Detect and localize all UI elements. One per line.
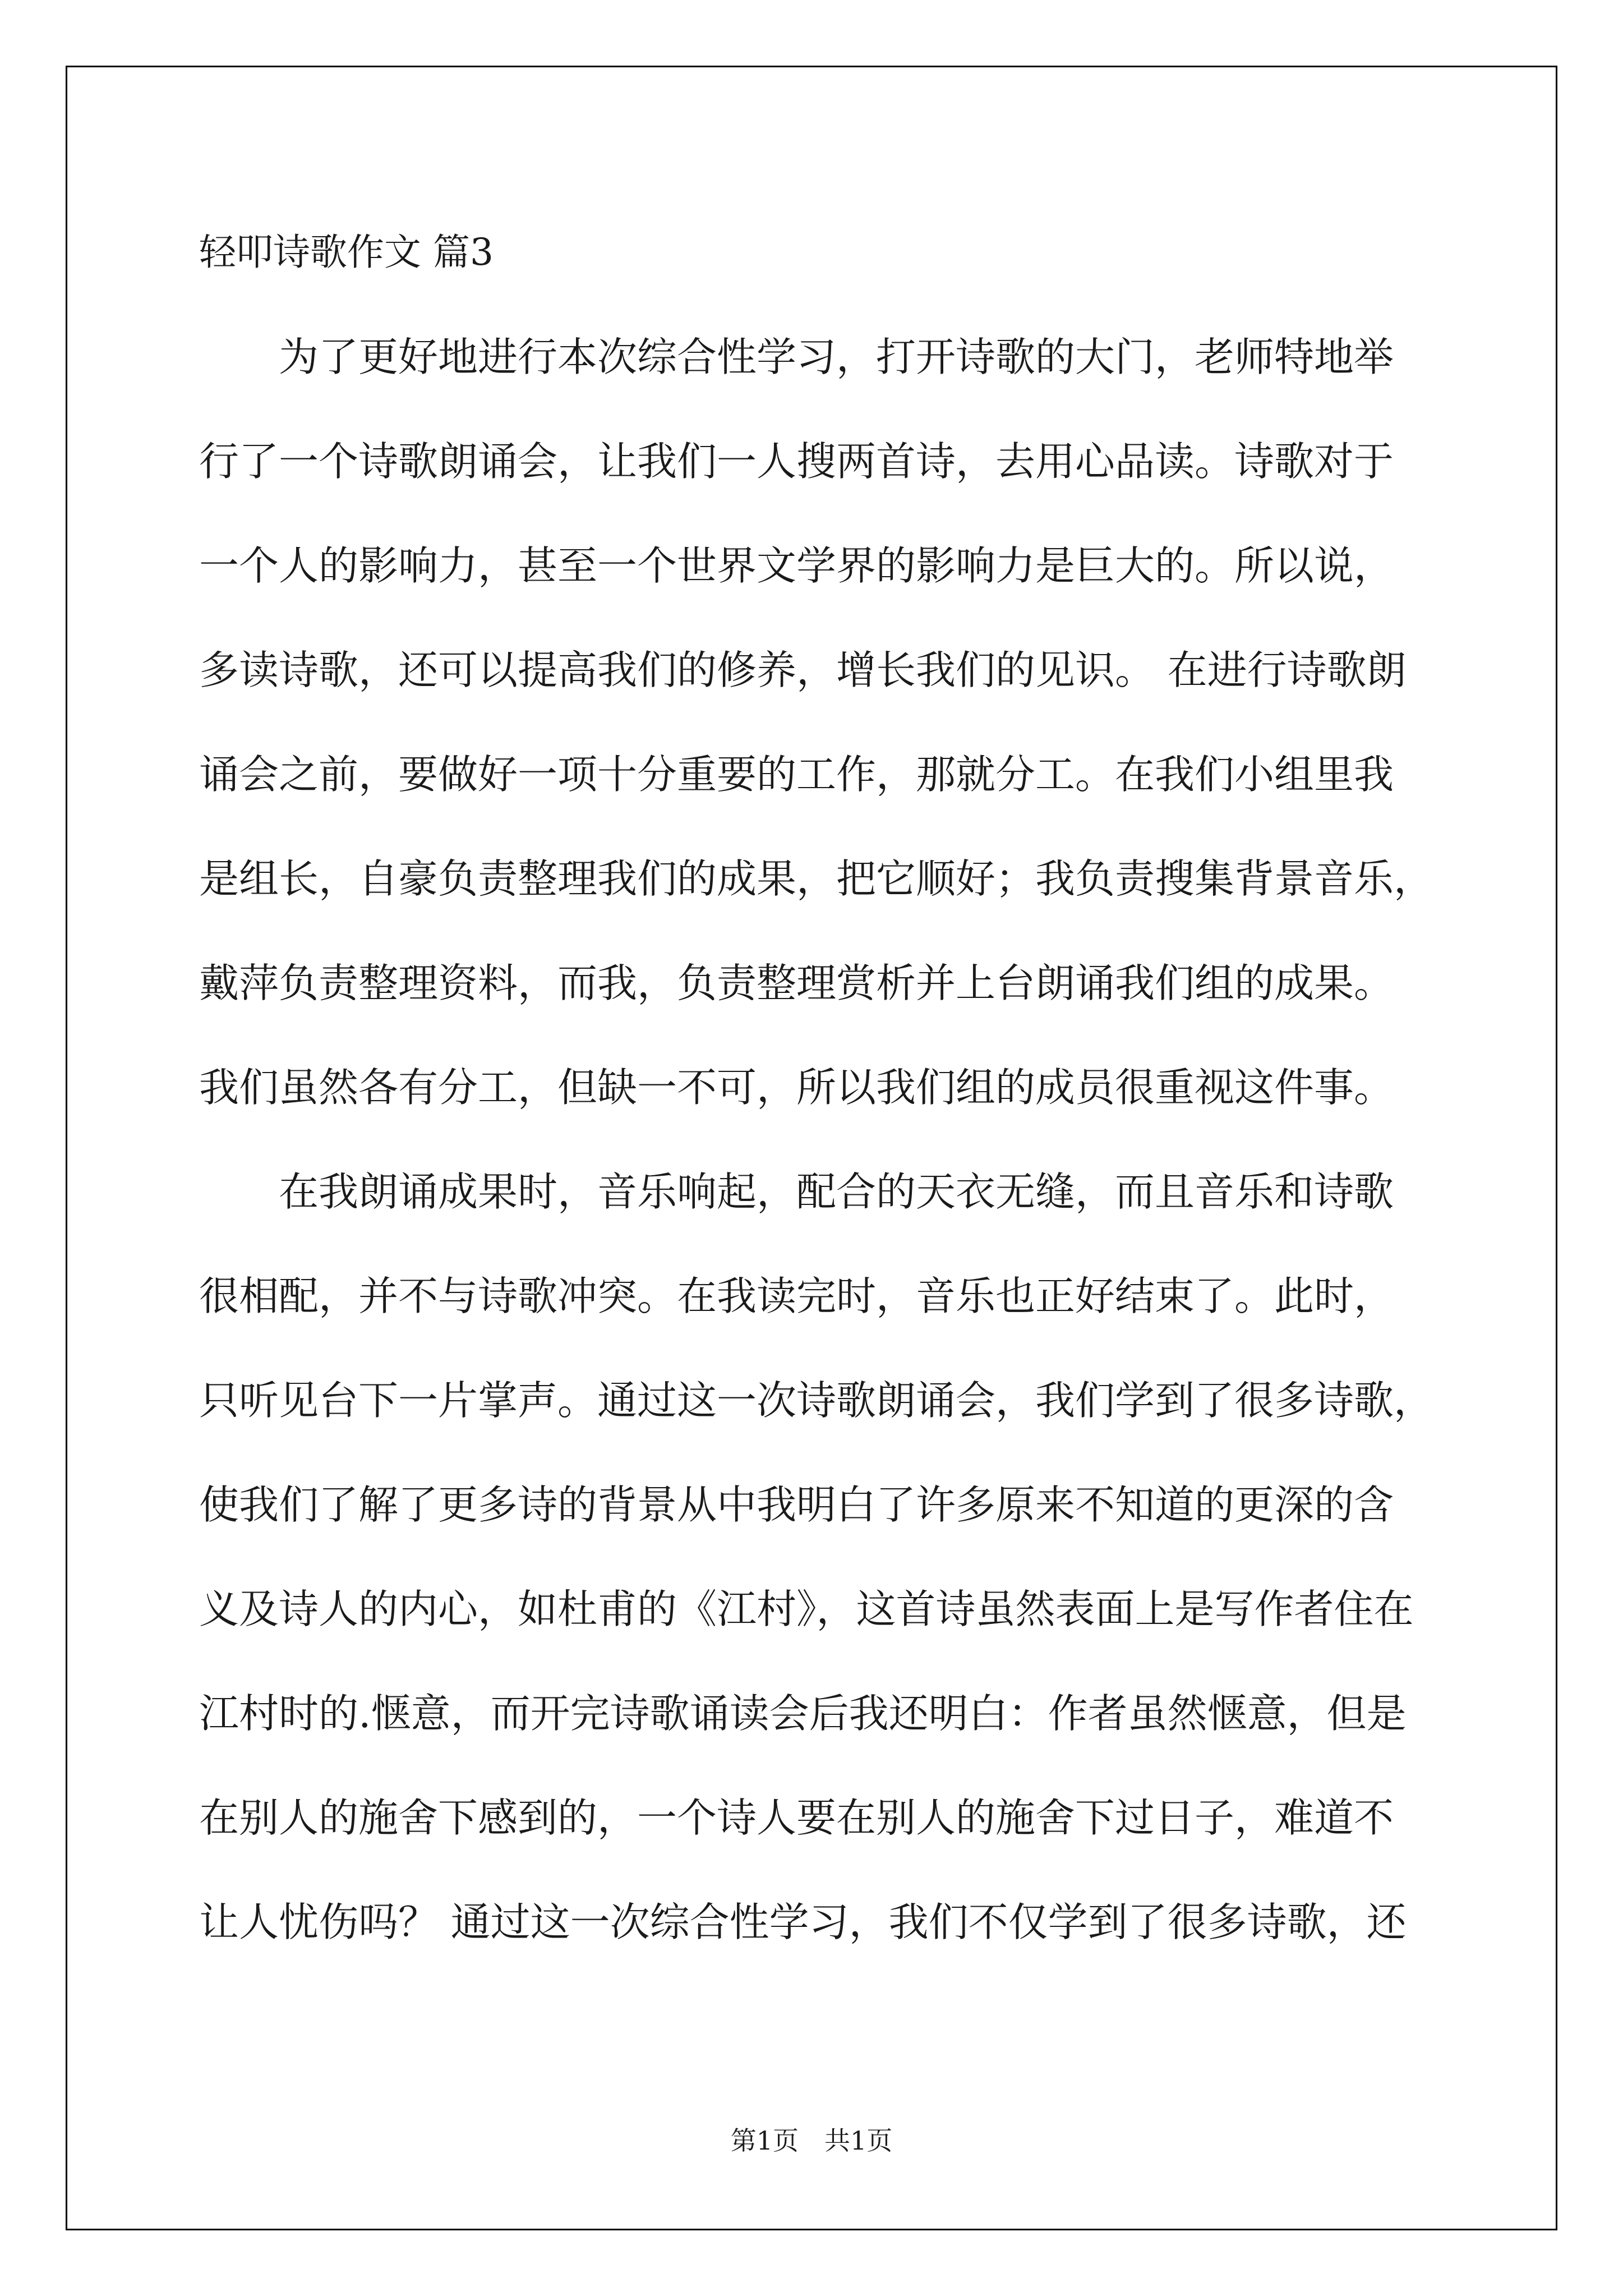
text-line: 使我们了解了更多诗的背景从中我明白了许多原来不知道的更深的含 [199,1481,1394,1528]
page-footer: 第1页 共1页 [730,2125,893,2156]
text-line: 行了一个诗歌朗诵会，让我们一人搜两首诗，去用心品读。诗歌对于 [199,438,1394,485]
text-line: 我们虽然各有分工，但缺一不可，所以我们组的成员很重视这件事。 [199,1064,1394,1111]
paragraph-1 [199,332,1467,1167]
text-line: 戴萍负责整理资料，而我，负责整理赏析并上台朗诵我们组的成果。 [199,960,1394,1006]
text-line: 诵会之前，要做好一项十分重要的工作，那就分工。在我们小组里我 [199,751,1394,798]
document-title: 轻叩诗歌作文 篇3 [199,231,494,274]
text-line: 为了更好地进行本次综合性学习，打开诗歌的大门，老师特地举 [199,334,1394,380]
text-line: 是组长，自豪负责整理我们的成果，把它顺好；我负责搜集背景音乐， [199,855,1434,902]
text-line: 很相配，并不与诗歌冲突。在我读完时，音乐也正好结束了。此时， [199,1273,1394,1319]
paragraph-2 [199,1167,1467,2001]
text-line: 让人忧伤吗？ 通过这一次综合性学习，我们不仅学到了很多诗歌，还 [199,1899,1407,1945]
text-line: 在别人的施舍下感到的，一个诗人要在别人的施舍下过日子，难道不 [199,1795,1394,1841]
text-line: 义及诗人的内心，如杜甫的《江村》，这首诗虽然表面上是写作者住在 [199,1586,1414,1632]
text-line: 只听见台下一片掌声。通过这一次诗歌朗诵会，我们学到了很多诗歌， [199,1377,1434,1424]
text-line: 江村时的.惬意，而开完诗歌诵读会后我还明白：作者虽然惬意，但是 [199,1690,1407,1737]
text-line: 在我朗诵成果时，音乐响起，配合的天衣无缝，而且音乐和诗歌 [199,1168,1394,1215]
text-line: 多读诗歌，还可以提高我们的修养，增长我们的见识。 在进行诗歌朗 [199,647,1407,693]
text-line: 一个人的影响力，甚至一个世界文学界的影响力是巨大的。所以说， [199,542,1394,589]
document-body [199,227,1467,2001]
